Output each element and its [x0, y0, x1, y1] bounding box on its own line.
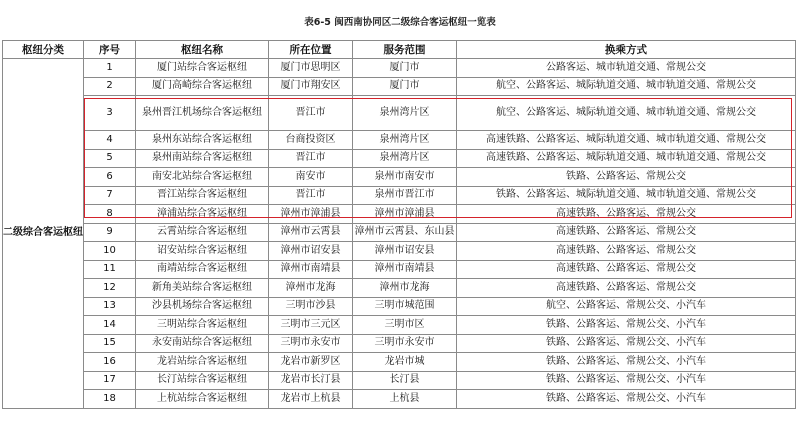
hub-location: 三明市沙县 [269, 297, 353, 316]
transfer-modes: 铁路、公路客运、常规公交、小汽车 [457, 371, 796, 390]
hub-location: 龙岩市新罗区 [269, 353, 353, 372]
hub-name: 龙岩站综合客运枢纽 [136, 353, 269, 372]
row-no: 1 [84, 59, 136, 78]
transfer-modes: 高速铁路、公路客运、常规公交 [457, 223, 796, 242]
hub-location: 晋江市 [269, 186, 353, 205]
row-no: 6 [84, 168, 136, 187]
table-row [3, 186, 796, 205]
header-location: 所在位置 [269, 41, 353, 59]
transfer-modes: 高速铁路、公路客运、常规公交 [457, 242, 796, 261]
service-area: 龙岩市城 [353, 353, 457, 372]
service-area: 泉州湾片区 [353, 96, 457, 131]
row-no: 14 [84, 316, 136, 335]
table-row [3, 149, 796, 168]
hub-name: 三明站综合客运枢纽 [136, 316, 269, 335]
row-no: 9 [84, 223, 136, 242]
service-area: 漳州市龙海 [353, 279, 457, 298]
hub-name: 长汀站综合客运枢纽 [136, 371, 269, 390]
header-row [3, 41, 796, 59]
transfer-modes: 航空、公路客运、城际轨道交通、城市轨道交通、常规公交 [457, 77, 796, 96]
transfer-modes: 航空、公路客运、常规公交、小汽车 [457, 297, 796, 316]
hub-location: 厦门市思明区 [269, 59, 353, 78]
header-service: 服务范围 [353, 41, 457, 59]
hub-location: 三明市三元区 [269, 316, 353, 335]
header-transfer: 换乘方式 [457, 41, 796, 59]
table-row [3, 242, 796, 261]
transfer-modes: 铁路、公路客运、常规公交 [457, 168, 796, 187]
table-row [3, 59, 796, 78]
transfer-modes: 铁路、公路客运、城际轨道交通、城市轨道交通、常规公交 [457, 186, 796, 205]
hub-location: 三明市永安市 [269, 334, 353, 353]
service-area: 漳州市云霄县、东山县 [353, 223, 457, 242]
service-area: 漳州市诏安县 [353, 242, 457, 261]
hub-name: 南安北站综合客运枢纽 [136, 168, 269, 187]
service-area: 上杭县 [353, 390, 457, 409]
service-area: 厦门市 [353, 59, 457, 78]
transfer-modes: 航空、公路客运、城际轨道交通、城市轨道交通、常规公交 [457, 96, 796, 131]
service-area: 三明市永安市 [353, 334, 457, 353]
transfer-modes: 高速铁路、公路客运、常规公交 [457, 279, 796, 298]
hub-location: 漳州市漳浦县 [269, 205, 353, 224]
table-row [3, 205, 796, 224]
hub-location: 漳州市龙海 [269, 279, 353, 298]
table-row [3, 77, 796, 96]
row-no: 4 [84, 131, 136, 150]
table-row [3, 96, 796, 131]
hub-name: 晋江站综合客运枢纽 [136, 186, 269, 205]
transfer-modes: 高速铁路、公路客运、常规公交 [457, 260, 796, 279]
hub-location: 晋江市 [269, 149, 353, 168]
row-no: 2 [84, 77, 136, 96]
service-area: 厦门市 [353, 77, 457, 96]
hub-name: 厦门高崎综合客运枢纽 [136, 77, 269, 96]
transfer-modes: 高速铁路、公路客运、常规公交 [457, 205, 796, 224]
header-no: 序号 [84, 41, 136, 59]
transfer-modes: 铁路、公路客运、常规公交、小汽车 [457, 334, 796, 353]
row-no: 10 [84, 242, 136, 261]
table-row [3, 316, 796, 335]
hub-location: 龙岩市上杭县 [269, 390, 353, 409]
row-no: 18 [84, 390, 136, 409]
table-row [3, 297, 796, 316]
row-no: 5 [84, 149, 136, 168]
row-no: 3 [84, 96, 136, 131]
hub-location: 漳州市云霄县 [269, 223, 353, 242]
table-row [3, 223, 796, 242]
table-caption: 表6-5 闽西南协同区二级综合客运枢纽一览表 [304, 17, 496, 28]
row-no: 17 [84, 371, 136, 390]
service-area: 漳州市南靖县 [353, 260, 457, 279]
table-row [3, 390, 796, 409]
hub-name: 上杭站综合客运枢纽 [136, 390, 269, 409]
hub-location: 漳州市南靖县 [269, 260, 353, 279]
service-area: 泉州湾片区 [353, 149, 457, 168]
service-area: 漳州市漳浦县 [353, 205, 457, 224]
service-area: 泉州市晋江市 [353, 186, 457, 205]
row-no: 12 [84, 279, 136, 298]
table-row [3, 334, 796, 353]
transfer-modes: 铁路、公路客运、常规公交、小汽车 [457, 390, 796, 409]
hub-name: 泉州东站综合客运枢纽 [136, 131, 269, 150]
transfer-modes: 高速铁路、公路客运、城际轨道交通、城市轨道交通、常规公交 [457, 149, 796, 168]
table-row [3, 279, 796, 298]
hub-location: 漳州市诏安县 [269, 242, 353, 261]
hub-table [2, 40, 796, 409]
transfer-modes: 高速铁路、公路客运、城际轨道交通、城市轨道交通、常规公交 [457, 131, 796, 150]
table-row [3, 168, 796, 187]
hub-name: 漳浦站综合客运枢纽 [136, 205, 269, 224]
hub-location: 台商投资区 [269, 131, 353, 150]
hub-location: 晋江市 [269, 96, 353, 131]
row-no: 8 [84, 205, 136, 224]
transfer-modes: 铁路、公路客运、常规公交、小汽车 [457, 316, 796, 335]
row-no: 13 [84, 297, 136, 316]
table-row [3, 260, 796, 279]
row-no: 16 [84, 353, 136, 372]
hub-name: 沙县机场综合客运枢纽 [136, 297, 269, 316]
hub-name: 云霄站综合客运枢纽 [136, 223, 269, 242]
hub-location: 龙岩市长汀县 [269, 371, 353, 390]
hub-name: 厦门站综合客运枢纽 [136, 59, 269, 78]
hub-name: 泉州南站综合客运枢纽 [136, 149, 269, 168]
transfer-modes: 铁路、公路客运、常规公交、小汽车 [457, 353, 796, 372]
hub-name: 泉州晋江机场综合客运枢纽 [136, 96, 269, 131]
hub-name: 新角美站综合客运枢纽 [136, 279, 269, 298]
table-row [3, 371, 796, 390]
header-name: 枢纽名称 [136, 41, 269, 59]
service-area: 泉州湾片区 [353, 131, 457, 150]
hub-name: 南靖站综合客运枢纽 [136, 260, 269, 279]
row-no: 11 [84, 260, 136, 279]
table-row [3, 131, 796, 150]
transfer-modes: 公路客运、城市轨道交通、常规公交 [457, 59, 796, 78]
service-area: 三明市区 [353, 316, 457, 335]
category-cell: 二级综合客运枢纽 [3, 59, 84, 409]
hub-name: 永安南站综合客运枢纽 [136, 334, 269, 353]
hub-location: 厦门市翔安区 [269, 77, 353, 96]
service-area: 三明市城范围 [353, 297, 457, 316]
row-no: 7 [84, 186, 136, 205]
hub-location: 南安市 [269, 168, 353, 187]
service-area: 长汀县 [353, 371, 457, 390]
header-category: 枢纽分类 [3, 41, 84, 59]
service-area: 泉州市南安市 [353, 168, 457, 187]
table-row [3, 353, 796, 372]
row-no: 15 [84, 334, 136, 353]
hub-name: 诏安站综合客运枢纽 [136, 242, 269, 261]
